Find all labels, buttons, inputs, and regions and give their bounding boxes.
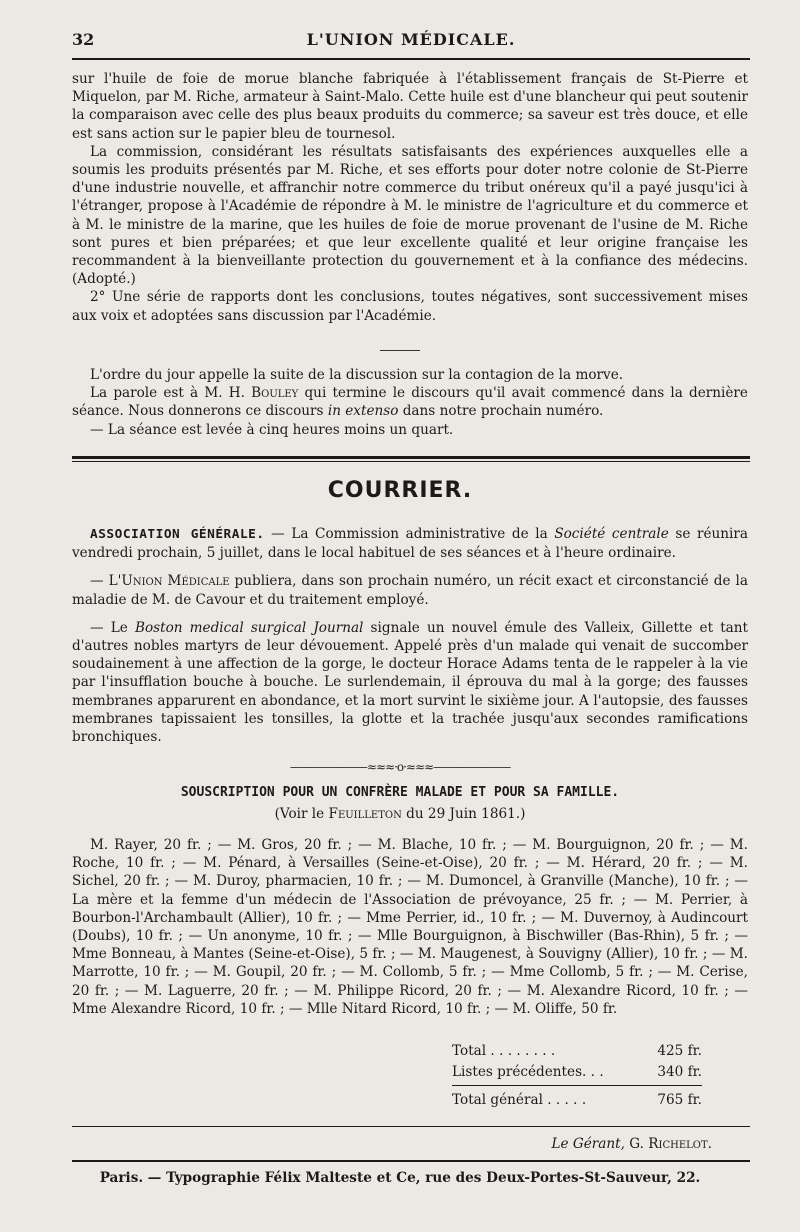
- grand-total-label: Total général . . . . .: [452, 1092, 587, 1108]
- union-paragraph: — L'Union Médicale publiera, dans son prochain numéro, un récit exact et circonstancié de la maladie de M. de Cavour et du traitement employé.: [72, 573, 748, 608]
- header-rule: [72, 58, 750, 60]
- report-paragraph-1: sur l'huile de foie de morue blanche fabriquée à l'établissement français de St-Pierre et Miquelon, par M. Riche, armateur à Saint-Malo. Cette huile est d'une blancheur qui peut soutenir la comparaison avec celle des plus beaux produits du commerce; sa saveur est très douce, et elle est sans action sur le papier bleu de tournesol.: [72, 71, 748, 142]
- previous-lists-value: 340 fr.: [657, 1064, 702, 1080]
- subscriber-list: [72, 836, 748, 1018]
- grand-total-row: [452, 1092, 702, 1113]
- boston-paragraph: — Le Boston medical surgical Journal signale un nouvel émule des Valleix, Gillette et tant d'autres nobles martyrs de leur dévouement. Appelé près d'un malade qui venait de succomber soudainement à une affection de la gorge, le docteur Horace Adams tenta de le rappeler à la vie par l'insufflation bouche à bouche. Le surlendemain, il éprouva du mal à la gorge; des fausses membranes apparurent en abondance, et la mort survint le sixième jour. A l'autopsie, des fausses membranes tapissaient les tonsilles, la glotte et la trachée jusqu'aux secondes ramifications bronchiques.: [72, 619, 748, 746]
- seance-paragraph-3: — La séance est levée à cinq heures moins un quart.: [90, 421, 454, 438]
- courrier-heading: COURRIER.: [327, 478, 473, 503]
- printer-imprint: Paris. — Typographie Félix Malteste et Ce, rue des Deux-Portes-St-Sauveur, 22.: [99, 1170, 701, 1186]
- section-divider: [0, 350, 800, 351]
- page-number: 32: [72, 30, 95, 49]
- page-header: [72, 30, 750, 54]
- speaker-name: Bouley: [251, 385, 299, 402]
- grand-total-value: 765 fr.: [657, 1092, 702, 1108]
- imprint-rule: [72, 1160, 750, 1162]
- souscription-heading: SOUSCRIPTION POUR UN CONFRÈRE MALADE ET POUR SA FAMILLE.: [180, 785, 620, 800]
- gerant-signature: Le Gérant, G. Richelot.: [551, 1136, 712, 1152]
- previous-lists-label: Listes précédentes. . .: [452, 1064, 604, 1080]
- section-rule: [72, 456, 750, 459]
- seance-paragraph-2: La parole est à M. H. Bouley qui termine le discours qu'il avait commencé dans la dernière séance. Nous donnerons ce discours in extenso dans notre prochain numéro.: [72, 385, 748, 420]
- section-rule-thin: [72, 461, 750, 462]
- association-paragraph: ASSOCIATION GÉNÉRALE. — La Commission administrative de la Société centrale se réunira vendredi prochain, 5 juillet, dans le local habituel de ses séances et à l'heure ordinaire.: [72, 526, 749, 562]
- seance-paragraph-1: L'ordre du jour appelle la suite de la discussion sur la contagion de la morve.: [90, 367, 624, 383]
- journal-title: L'UNION MÉDICALE.: [306, 30, 516, 49]
- footer-rule: [72, 1126, 750, 1127]
- association-heading: ASSOCIATION GÉNÉRALE.: [90, 527, 265, 542]
- ornament-divider: ———————≈≈≈·o·≈≈≈———————: [289, 760, 511, 774]
- report-paragraph-3: 2° Une série de rapports dont les conclusions, toutes négatives, sont successivement mises aux voix et adoptées sans discussion par l'Académie.: [72, 289, 748, 324]
- totals-table: [452, 1043, 702, 1113]
- total-row: [452, 1043, 702, 1064]
- total-label: Total . . . . . . . .: [452, 1043, 556, 1059]
- feuilleton-reference: (Voir le Feuilleton du 29 Juin 1861.): [274, 806, 526, 822]
- courrier-text: [72, 525, 748, 746]
- total-value: 425 fr.: [657, 1043, 702, 1059]
- subscriber-paragraph: M. Rayer, 20 fr. ; — M. Gros, 20 fr. ; — M. Blache, 10 fr. ; — M. Bourguignon, 20 fr. ; — M. Roche, 10 fr. ; — M. Pénard, à Versailles (Seine-et-Oise), 20 fr. ; — M. Hérard, 20 fr. ; — M. Sichel, 20 fr. ; — M. Duroy, pharmacien, 10 fr. ; — M. Dumoncel, à Granville (Manche), 10 fr. ; — La mère et la femme d'un médecin de l'Association de prévoyance, 25 fr. ; — M. Perrier, à Bourbon-l'Archambault (Allier), 10 fr. ; — Mme Perrier, id., 10 fr. ; — M. Duvernoy, à Audincourt (Doubs), 10 fr. ; — Un anonyme, 10 fr. ; — Mlle Bourguignon, à Bischwiller (Bas-Rhin), 5 fr. ; — Mme Bonneau, à Mantes (Seine-et-Oise), 5 fr. ; — M. Maugenest, à Souvigny (Allier), 10 fr. ; — M. Marrotte, 10 fr. ; — M. Goupil, 20 fr. ; — M. Collomb, 5 fr. ; — Mme Collomb, 5 fr. ; — M. Cerise, 20 fr. ; — M. Laguerre, 20 fr. ; — M. Philippe Ricord, 20 fr. ; — M. Alexandre Ricord, 10 fr. ; — Mme Alexandre Ricord, 10 fr. ; — Mlle Nitard Ricord, 10 fr. ; — M. Oliffe, 50 fr.: [72, 837, 748, 1017]
- previous-lists-row: [452, 1064, 702, 1086]
- report-paragraph-2: La commission, considérant les résultats satisfaisants des expériences auxquelles elle a soumis les produits présentés par M. Riche, et ses efforts pour doter notre colonie de St-Pierre d'une industrie nouvelle, et affranchir notre commerce du tribut onéreux qu'il a payé jusqu'ici à l'étranger, propose à l'Académie de répondre à M. le ministre de l'agriculture et du commerce et à M. le ministre de la marine, que les huiles de foie de morue provenant de l'usine de M. Riche sont pures et bien préparées; et que leur excellente qualité et leur origine française les recommandent à la bienveillante protection du gouvernement et à la confiance des médecins. (Adopté.): [72, 143, 748, 288]
- seance-text: [72, 366, 748, 439]
- report-continuation: [72, 70, 748, 325]
